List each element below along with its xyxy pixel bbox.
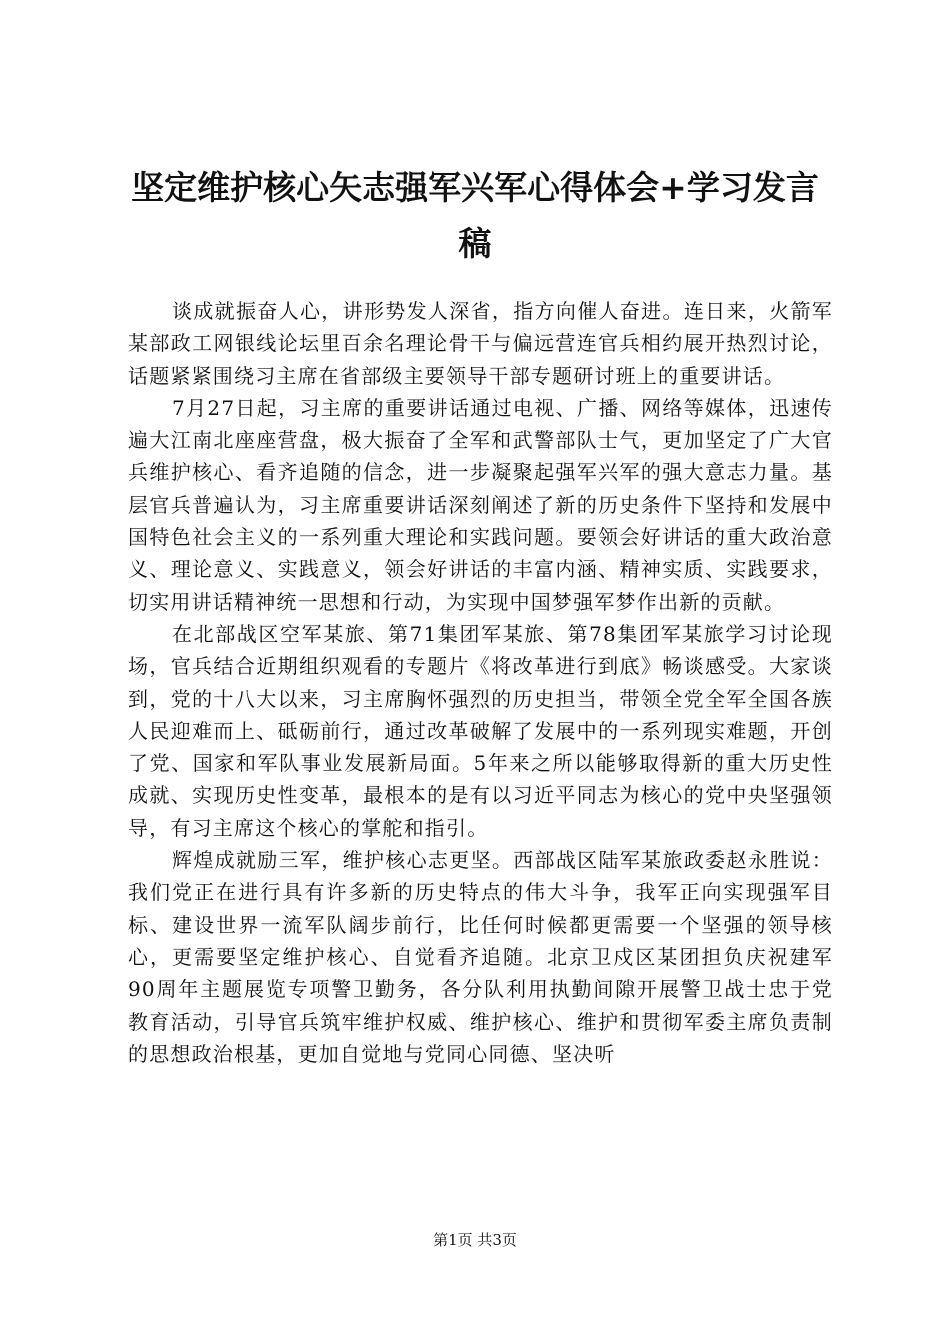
- document-title: 坚定维护核心矢志强军兴军心得体会+学习发言稿: [131, 168, 819, 263]
- page-number-label: 第1页 共3页: [433, 1231, 517, 1249]
- paragraph-1: 谈成就振奋人心，讲形势发人深省，指方向催人奋进。连日来，火箭军某部政工网银线论坛里百余名理论骨干与偏远营连官兵相约展开热烈讨论，话题紧紧围绕习主席在省部级主要领导干部专题研讨班上的重要讲话。: [128, 299, 833, 388]
- paragraph-4: 辉煌成就励三军，维护核心志更坚。西部战区陆军某旅政委赵永胜说：我们党正在进行具有许多新的历史特点的伟大斗争，我军正向实现强军目标、建设世界一流军队阔步前行，比任何时候都更需要一个坚强的领导核心，更需要坚定维护核心、自觉看齐追随。北京卫戍区某团担负庆祝建军90周年主题展览专项警卫勤务，各分队利用执勤间隙开展警卫战士忠于党教育活动，引导官兵筑牢维护权威、维护核心、维护和贯彻军委主席负责制的思想政治根基，更加自觉地与党同心同德、坚决听: [128, 848, 833, 1066]
- paragraph-3: 在北部战区空军某旅、第71集团军某旅、第78集团军某旅学习讨论现场，官兵结合近期组织观看的专题片《将改革进行到底》畅谈感受。大家谈到，党的十八大以来，习主席胸怀强烈的历史担当，带领全党全军全国各族人民迎难而上、砥砺前行，通过改革破解了发展中的一系列现实难题，开创了党、国家和军队事业发展新局面。5年来之所以能够取得新的重大历史性成就、实现历史性变革，最根本的是有以习近平同志为核心的党中央坚强领导，有习主席这个核心的掌舵和指引。: [128, 621, 833, 840]
- document-body: [128, 295, 833, 1070]
- paragraph-2: 7月27日起，习主席的重要讲话通过电视、广播、网络等媒体，迅速传遍大江南北座座营盘，极大振奋了全军和武警部队士气，更加坚定了广大官兵维护核心、看齐追随的信念，进一步凝聚起强军兴军的强大意志力量。基层官兵普遍认为，习主席重要讲话深刻阐述了新的历史条件下坚持和发展中国特色社会主义的一系列重大理论和实践问题。要领会好讲话的重大政治意义、理论意义、实践意义，领会好讲话的丰富内涵、精神实质、实践要求，切实用讲话精神统一思想和行动，为实现中国梦强军梦作出新的贡献。: [128, 395, 833, 614]
- page-footer: [0, 1230, 950, 1250]
